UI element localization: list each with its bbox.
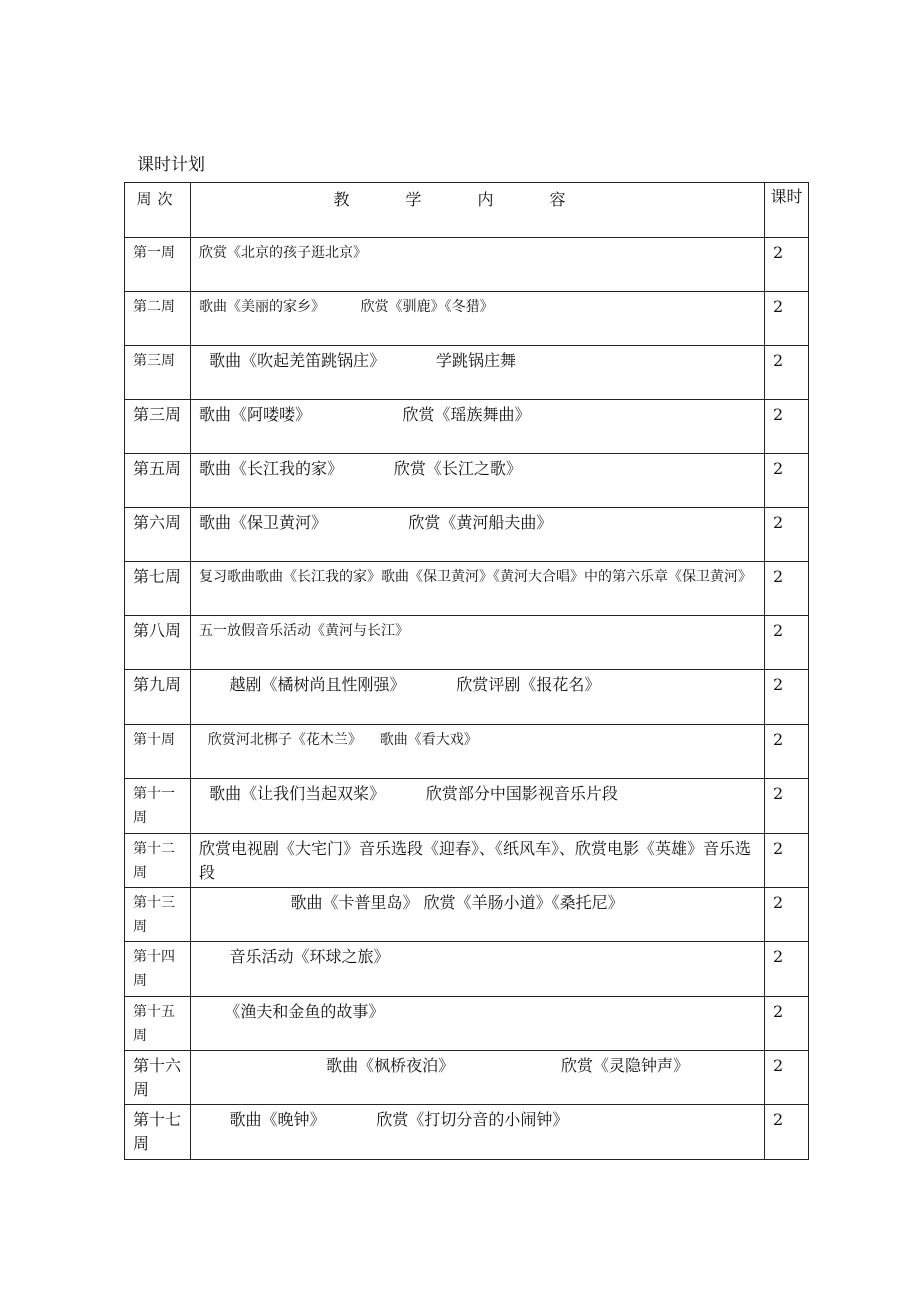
header-week: 周次 — [125, 183, 191, 238]
hours-cell: 2 — [765, 1051, 809, 1105]
table-row — [125, 997, 809, 1051]
table-row — [125, 616, 809, 670]
content-cell: 歌曲《卡普里岛》 欣赏《羊肠小道》《桑托尼》 — [191, 888, 765, 942]
week-cell: 第七周 — [125, 562, 191, 616]
table-row — [125, 725, 809, 779]
hours-cell: 2 — [765, 1105, 809, 1160]
table-header-row — [125, 183, 809, 238]
content-cell: 歌曲《吹起羌笛跳锅庄》 学跳锅庄舞 — [191, 346, 765, 400]
table-row — [125, 454, 809, 508]
hours-cell: 2 — [765, 238, 809, 292]
header-content: 教学内容 — [191, 183, 765, 238]
table-row — [125, 346, 809, 400]
week-cell: 第五周 — [125, 454, 191, 508]
page-title: 课时计划 — [137, 155, 205, 175]
content-cell: 歌曲《阿喽喽》 欣赏《瑶族舞曲》 — [191, 400, 765, 454]
week-cell: 第二周 — [125, 292, 191, 346]
hours-cell: 2 — [765, 888, 809, 942]
table-row — [125, 888, 809, 942]
table-row — [125, 400, 809, 454]
table-row — [125, 1105, 809, 1160]
hours-cell: 2 — [765, 670, 809, 725]
content-cell: 欣赏电视剧《大宅门》音乐选段《迎春》、《纸风车》、欣赏电影《英雄》音乐选段 — [191, 834, 765, 888]
content-cell: 复习歌曲歌曲《长江我的家》歌曲《保卫黄河》《黄河大合唱》中的第六乐章《保卫黄河》 — [191, 562, 765, 616]
hours-cell: 2 — [765, 400, 809, 454]
content-cell: 歌曲《枫桥夜泊》 欣赏《灵隐钟声》 — [191, 1051, 765, 1105]
content-cell: 歌曲《让我们当起双桨》 欣赏部分中国影视音乐片段 — [191, 779, 765, 834]
week-cell: 第十四周 — [125, 942, 191, 997]
week-cell: 第三周 — [125, 400, 191, 454]
content-cell: 歌曲《晚钟》 欣赏《打切分音的小闹钟》 — [191, 1105, 765, 1160]
hours-cell: 2 — [765, 346, 809, 400]
week-cell: 第八周 — [125, 616, 191, 670]
table-row — [125, 508, 809, 562]
week-cell: 第十七周 — [125, 1105, 191, 1160]
hours-cell: 2 — [765, 454, 809, 508]
week-cell: 第九周 — [125, 670, 191, 725]
hours-cell: 2 — [765, 997, 809, 1051]
content-cell: 歌曲《保卫黄河》 欣赏《黄河船夫曲》 — [191, 508, 765, 562]
table-row — [125, 562, 809, 616]
week-cell: 第十六周 — [125, 1051, 191, 1105]
header-hours: 课时 — [765, 183, 809, 238]
table-row — [125, 670, 809, 725]
week-cell: 第十一周 — [125, 779, 191, 834]
week-cell: 第十二周 — [125, 834, 191, 888]
table-row — [125, 292, 809, 346]
content-cell: 越剧《橘树尚且性刚强》 欣赏评剧《报花名》 — [191, 670, 765, 725]
content-cell: 音乐活动《环球之旅》 — [191, 942, 765, 997]
week-cell: 第十三周 — [125, 888, 191, 942]
hours-cell: 2 — [765, 942, 809, 997]
week-cell: 第三周 — [125, 346, 191, 400]
table-row — [125, 942, 809, 997]
hours-cell: 2 — [765, 834, 809, 888]
content-cell: 《渔夫和金鱼的故事》 — [191, 997, 765, 1051]
hours-cell: 2 — [765, 292, 809, 346]
table-row — [125, 1051, 809, 1105]
content-cell: 五一放假音乐活动《黄河与长江》 — [191, 616, 765, 670]
table-row — [125, 779, 809, 834]
hours-cell: 2 — [765, 779, 809, 834]
table-row — [125, 238, 809, 292]
content-cell: 欣赏《北京的孩子逛北京》 — [191, 238, 765, 292]
hours-cell: 2 — [765, 562, 809, 616]
hours-cell: 2 — [765, 725, 809, 779]
week-cell: 第一周 — [125, 238, 191, 292]
week-cell: 第十周 — [125, 725, 191, 779]
week-cell: 第六周 — [125, 508, 191, 562]
content-cell: 歌曲《长江我的家》 欣赏《长江之歌》 — [191, 454, 765, 508]
content-cell: 欣赏河北梆子《花木兰》 歌曲《看大戏》 — [191, 725, 765, 779]
lesson-plan-table — [124, 182, 809, 1160]
table-row — [125, 834, 809, 888]
content-cell: 歌曲《美丽的家乡》 欣赏《驯鹿》《冬猎》 — [191, 292, 765, 346]
hours-cell: 2 — [765, 508, 809, 562]
week-cell: 第十五周 — [125, 997, 191, 1051]
hours-cell: 2 — [765, 616, 809, 670]
